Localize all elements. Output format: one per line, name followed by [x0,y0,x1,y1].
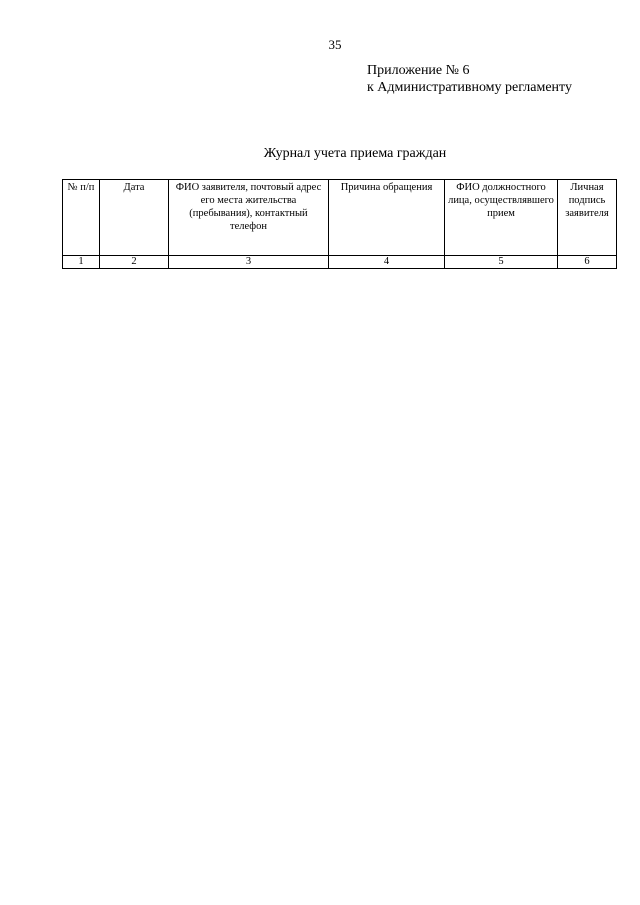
column-number-3: 3 [169,256,329,269]
column-header-official: ФИО должностного лица, осуществлявшего прием [445,180,558,256]
column-header-number: № п/п [63,180,100,256]
column-number-row [63,256,617,269]
column-number-4: 4 [329,256,445,269]
column-number-6: 6 [558,256,617,269]
page-number: 35 [328,37,342,52]
column-header-reason: Причина обращения [329,180,445,256]
appendix-note [367,62,572,96]
column-header-date: Дата [100,180,169,256]
column-header-applicant: ФИО заявителя, почтовый адрес его места жительства (пребывания), контактный телефон [169,180,329,256]
column-number-2: 2 [100,256,169,269]
appendix-line-2: к Административному регламенту [367,80,572,95]
column-header-signature: Личная подпись заявителя [558,180,617,256]
table-header-row [63,180,617,256]
column-number-1: 1 [63,256,100,269]
journal-table [62,179,617,269]
column-number-5: 5 [445,256,558,269]
journal-title: Журнал учета приема граждан [263,146,447,161]
appendix-line-1: Приложение № 6 [367,63,470,78]
